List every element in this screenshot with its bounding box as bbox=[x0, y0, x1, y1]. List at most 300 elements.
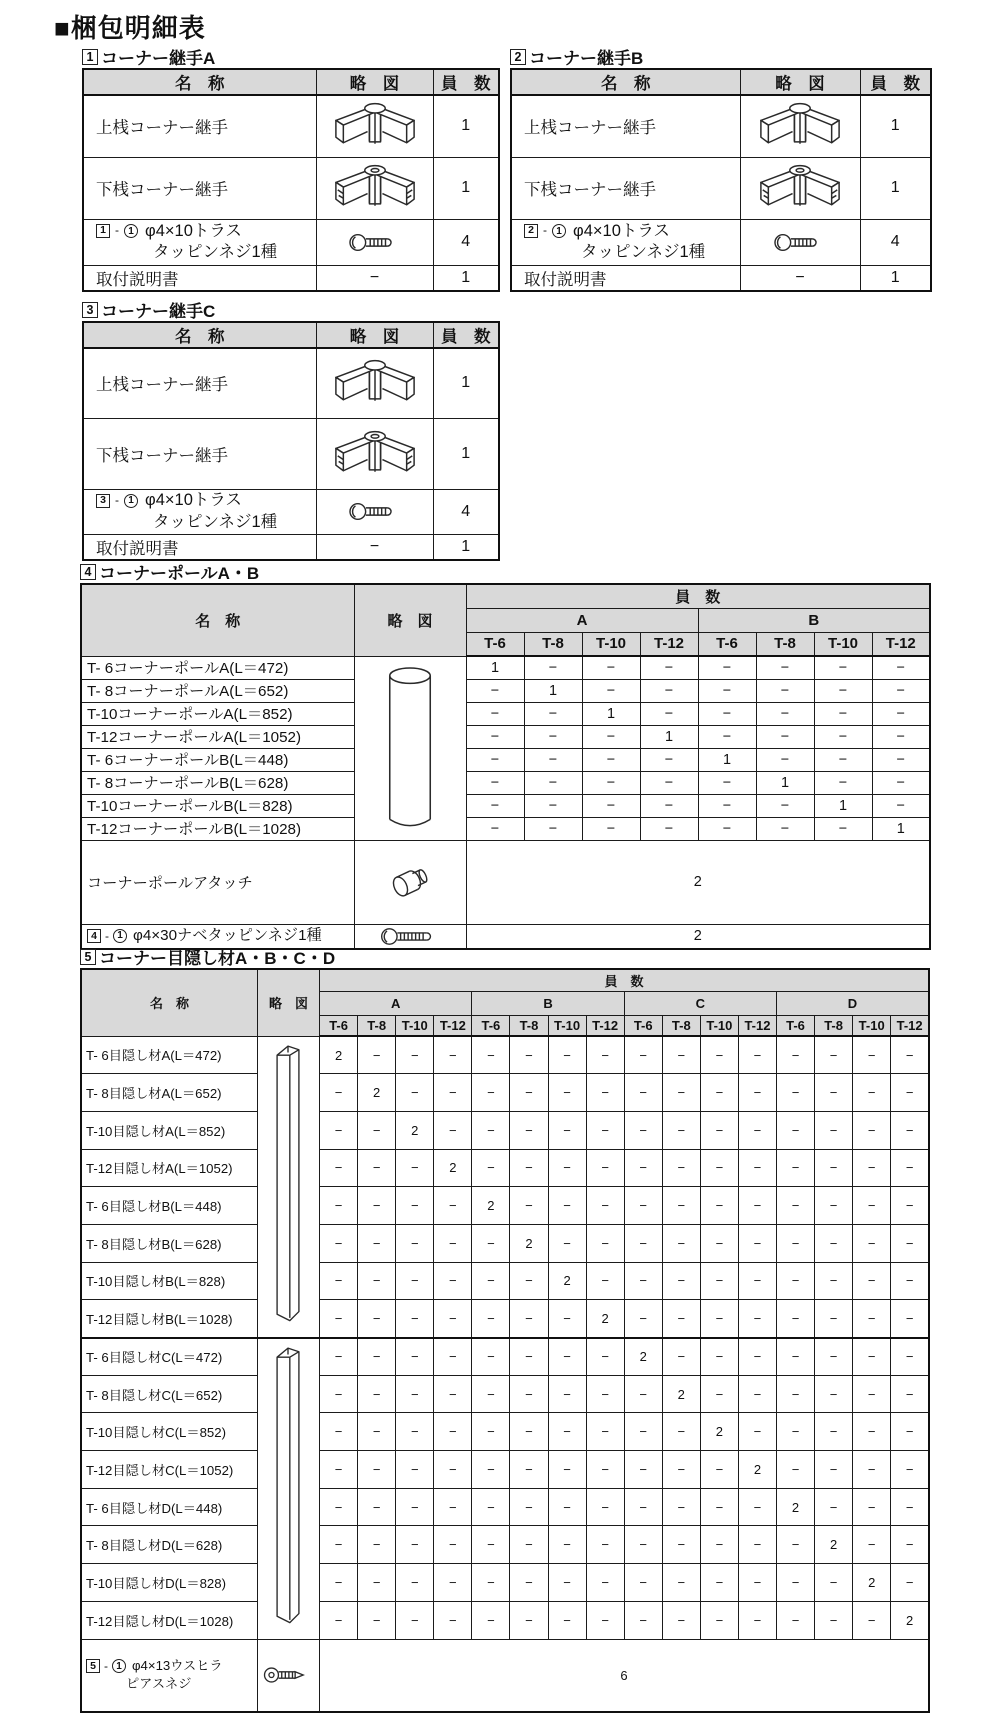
qty-cell: − bbox=[466, 725, 524, 748]
size-header-cell: T-8 bbox=[756, 632, 814, 656]
ref-number-box: 3 bbox=[96, 494, 110, 508]
qty-cell: − bbox=[624, 1526, 662, 1564]
table-row bbox=[511, 265, 931, 291]
qty-cell: − bbox=[700, 1111, 738, 1149]
qty-cell: − bbox=[320, 1451, 358, 1489]
qty-cell: − bbox=[872, 702, 930, 725]
group-header-cell: B bbox=[698, 608, 930, 632]
qty-cell: − bbox=[756, 748, 814, 771]
size-header-cell: T-12 bbox=[738, 1015, 776, 1036]
part-name: T- 8目隠し材D(L＝628) bbox=[81, 1526, 257, 1564]
qty-cell: − bbox=[548, 1224, 586, 1262]
qty-cell: − bbox=[814, 679, 872, 702]
table-row bbox=[81, 679, 930, 702]
qty-cell: − bbox=[358, 1111, 396, 1149]
mekakushi-profile-icon bbox=[268, 1339, 308, 1639]
qty-cell: − bbox=[624, 1451, 662, 1489]
table-row bbox=[83, 489, 499, 534]
qty-cell: − bbox=[586, 1224, 624, 1262]
qty-cell: − bbox=[853, 1074, 891, 1112]
qty-cell: − bbox=[776, 1224, 814, 1262]
qty-cell: − bbox=[891, 1149, 929, 1187]
sketch-header: 略 図 bbox=[354, 584, 466, 656]
qty-cell: 1 bbox=[433, 157, 499, 219]
qty-cell: 1 bbox=[860, 157, 931, 219]
corner-pole-icon bbox=[383, 662, 437, 834]
section-number-box: 5 bbox=[80, 949, 96, 965]
qty-cell: − bbox=[434, 1375, 472, 1413]
section-number-box: 3 bbox=[82, 302, 98, 318]
qty-cell: − bbox=[700, 1300, 738, 1338]
qty-cell: 1 bbox=[872, 817, 930, 840]
part-name: T-10目隠し材A(L＝852) bbox=[81, 1111, 257, 1149]
size-header-cell: T-8 bbox=[662, 1015, 700, 1036]
mekakushi-table bbox=[80, 968, 930, 1713]
qty-cell: − bbox=[891, 1300, 929, 1338]
section-title: コーナーポールA・B bbox=[99, 564, 260, 583]
size-header-cell: T-6 bbox=[776, 1015, 814, 1036]
qty-cell: − bbox=[358, 1488, 396, 1526]
qty-cell: 2 bbox=[700, 1413, 738, 1451]
sketch-header: 略 図 bbox=[257, 969, 319, 1036]
qty-cell: − bbox=[853, 1036, 891, 1074]
part-name: 取付説明書 bbox=[511, 265, 740, 291]
size-header-cell: T-6 bbox=[466, 632, 524, 656]
table-row bbox=[81, 1111, 929, 1149]
qty-cell: 1 bbox=[524, 679, 582, 702]
qty-cell: − bbox=[698, 702, 756, 725]
qty-cell: − bbox=[396, 1224, 434, 1262]
qty-cell: − bbox=[891, 1036, 929, 1074]
qty-cell: − bbox=[582, 679, 640, 702]
table-row bbox=[83, 157, 499, 219]
qty-cell: − bbox=[358, 1149, 396, 1187]
qty-cell: − bbox=[872, 656, 930, 679]
qty-cell: − bbox=[472, 1111, 510, 1149]
qty-cell: − bbox=[624, 1375, 662, 1413]
pan-head-tapping-screw-icon bbox=[380, 926, 440, 947]
ref-number-circle: 1 bbox=[124, 494, 138, 508]
qty-cell: − bbox=[640, 656, 698, 679]
qty-cell: − bbox=[510, 1074, 548, 1112]
qty-cell: − bbox=[472, 1526, 510, 1564]
qty-cell: − bbox=[624, 1111, 662, 1149]
qty-cell: − bbox=[396, 1262, 434, 1300]
qty-cell: − bbox=[815, 1338, 853, 1376]
sketch-cell bbox=[354, 656, 466, 840]
qty-cell: − bbox=[776, 1338, 814, 1376]
qty-cell: − bbox=[396, 1149, 434, 1187]
qty-cell: − bbox=[510, 1036, 548, 1074]
qty-cell: − bbox=[510, 1526, 548, 1564]
qty-cell: − bbox=[738, 1224, 776, 1262]
qty-cell: − bbox=[640, 817, 698, 840]
qty-cell: − bbox=[872, 794, 930, 817]
part-name: T-12コーナーポールB(L＝1028) bbox=[81, 817, 354, 840]
qty-cell: − bbox=[320, 1488, 358, 1526]
qty-cell: − bbox=[814, 771, 872, 794]
ref-number-circle: 1 bbox=[113, 929, 127, 943]
sketch-header: 略 図 bbox=[316, 322, 433, 348]
qty-cell: − bbox=[700, 1564, 738, 1602]
size-header-cell: T-10 bbox=[396, 1015, 434, 1036]
qty-cell: − bbox=[320, 1338, 358, 1376]
table-row bbox=[81, 1224, 929, 1262]
qty-cell: − bbox=[548, 1488, 586, 1526]
section-title: コーナー目隠し材A・B・C・D bbox=[99, 949, 336, 968]
qty-cell: − bbox=[396, 1488, 434, 1526]
qty-cell: − bbox=[640, 748, 698, 771]
qty-cell: − bbox=[472, 1601, 510, 1639]
size-header-cell: T-12 bbox=[872, 632, 930, 656]
qty-cell: − bbox=[776, 1111, 814, 1149]
table-row bbox=[511, 95, 931, 157]
qty-cell: − bbox=[756, 702, 814, 725]
table-row bbox=[81, 1375, 929, 1413]
qty-cell: − bbox=[358, 1300, 396, 1338]
qty-cell: − bbox=[586, 1451, 624, 1489]
qty-cell: 1 bbox=[433, 418, 499, 489]
qty-cell: − bbox=[814, 748, 872, 771]
qty-cell: − bbox=[891, 1564, 929, 1602]
part-name: T-12目隠し材C(L＝1052) bbox=[81, 1451, 257, 1489]
qty-cell: − bbox=[853, 1262, 891, 1300]
qty-cell: − bbox=[548, 1074, 586, 1112]
qty-cell: − bbox=[582, 656, 640, 679]
qty-cell: − bbox=[396, 1300, 434, 1338]
table-row bbox=[83, 348, 499, 418]
qty-cell: − bbox=[853, 1187, 891, 1225]
qty-header: 員 数 bbox=[320, 969, 929, 991]
qty-cell: − bbox=[396, 1564, 434, 1602]
qty-cell: 2 bbox=[466, 924, 930, 949]
qty-cell: − bbox=[472, 1036, 510, 1074]
qty-cell: − bbox=[872, 748, 930, 771]
qty-cell: − bbox=[700, 1338, 738, 1376]
qty-cell: − bbox=[756, 817, 814, 840]
qty-cell: − bbox=[358, 1601, 396, 1639]
qty-cell: − bbox=[434, 1224, 472, 1262]
qty-cell: − bbox=[510, 1451, 548, 1489]
qty-cell: 1 bbox=[433, 95, 499, 157]
qty-cell: − bbox=[396, 1074, 434, 1112]
qty-cell: − bbox=[891, 1187, 929, 1225]
qty-cell: − bbox=[396, 1375, 434, 1413]
qty-cell: − bbox=[814, 656, 872, 679]
qty-cell: − bbox=[853, 1526, 891, 1564]
table-row bbox=[81, 725, 930, 748]
corner-joint-lower-icon bbox=[327, 427, 423, 481]
qty-cell: − bbox=[662, 1224, 700, 1262]
qty-cell: − bbox=[662, 1564, 700, 1602]
qty-cell: − bbox=[756, 679, 814, 702]
table-row bbox=[511, 157, 931, 219]
qty-cell: − bbox=[776, 1074, 814, 1112]
qty-cell: − bbox=[320, 1375, 358, 1413]
qty-cell: − bbox=[510, 1375, 548, 1413]
qty-cell: − bbox=[700, 1526, 738, 1564]
sketch-cell bbox=[354, 840, 466, 924]
qty-header: 員 数 bbox=[433, 322, 499, 348]
part-name: T-12目隠し材D(L＝1028) bbox=[81, 1601, 257, 1639]
qty-cell: − bbox=[853, 1149, 891, 1187]
qty-cell: − bbox=[548, 1451, 586, 1489]
qty-cell: − bbox=[640, 702, 698, 725]
qty-cell: − bbox=[662, 1601, 700, 1639]
qty-cell: − bbox=[738, 1488, 776, 1526]
table-row bbox=[81, 1262, 929, 1300]
qty-cell: 1 bbox=[433, 348, 499, 418]
corner-joint-upper-icon bbox=[327, 99, 423, 153]
qty-cell: − bbox=[624, 1488, 662, 1526]
qty-cell: − bbox=[872, 725, 930, 748]
qty-cell: − bbox=[548, 1526, 586, 1564]
part-name: T-10目隠し材D(L＝828) bbox=[81, 1564, 257, 1602]
qty-cell: − bbox=[524, 817, 582, 840]
qty-cell: − bbox=[698, 656, 756, 679]
qty-cell: 1 bbox=[814, 794, 872, 817]
size-header-cell: T-12 bbox=[586, 1015, 624, 1036]
qty-cell: − bbox=[434, 1338, 472, 1376]
part-name: T- 8コーナーポールA(L＝652) bbox=[81, 679, 354, 702]
qty-cell: − bbox=[396, 1338, 434, 1376]
section-corner-pole bbox=[80, 562, 932, 950]
qty-cell: − bbox=[738, 1375, 776, 1413]
qty-cell: − bbox=[738, 1036, 776, 1074]
qty-cell: 2 bbox=[891, 1601, 929, 1639]
qty-cell: − bbox=[776, 1526, 814, 1564]
table-row bbox=[81, 1074, 929, 1112]
qty-cell: 2 bbox=[510, 1224, 548, 1262]
qty-cell: − bbox=[815, 1262, 853, 1300]
part-name: T- 6目隠し材A(L＝472) bbox=[81, 1036, 257, 1074]
qty-cell: 1 bbox=[433, 534, 499, 560]
qty-cell: − bbox=[815, 1036, 853, 1074]
table-row bbox=[83, 418, 499, 489]
qty-cell: − bbox=[396, 1526, 434, 1564]
tapping-screw-icon bbox=[773, 232, 827, 253]
qty-cell: − bbox=[396, 1601, 434, 1639]
sketch-cell bbox=[316, 157, 433, 219]
sketch-cell bbox=[257, 1639, 319, 1712]
qty-cell: − bbox=[738, 1149, 776, 1187]
qty-cell: − bbox=[700, 1187, 738, 1225]
qty-cell: − bbox=[815, 1375, 853, 1413]
corner-joint-table-2 bbox=[510, 68, 932, 292]
qty-cell: − bbox=[472, 1375, 510, 1413]
qty-cell: − bbox=[853, 1375, 891, 1413]
qty-cell: − bbox=[698, 679, 756, 702]
qty-cell: − bbox=[320, 1187, 358, 1225]
qty-cell: − bbox=[434, 1526, 472, 1564]
qty-cell: − bbox=[624, 1601, 662, 1639]
qty-cell: 2 bbox=[815, 1526, 853, 1564]
sketch-cell: − bbox=[316, 265, 433, 291]
part-name: 1 - 1 φ4×10トラス タッピンネジ1種 bbox=[83, 219, 316, 265]
qty-cell: − bbox=[815, 1074, 853, 1112]
group-header-cell: B bbox=[472, 991, 624, 1015]
page-title: ■梱包明細表 bbox=[54, 13, 206, 43]
qty-cell: − bbox=[548, 1036, 586, 1074]
qty-cell: 2 bbox=[853, 1564, 891, 1602]
qty-cell: − bbox=[582, 794, 640, 817]
table-row bbox=[83, 534, 499, 560]
qty-cell: − bbox=[434, 1488, 472, 1526]
qty-cell: − bbox=[853, 1601, 891, 1639]
qty-cell: 2 bbox=[466, 840, 930, 924]
tapping-screw-icon bbox=[348, 501, 402, 522]
sketch-cell bbox=[316, 348, 433, 418]
qty-cell: − bbox=[466, 771, 524, 794]
qty-cell: − bbox=[586, 1111, 624, 1149]
qty-cell: 2 bbox=[738, 1451, 776, 1489]
qty-cell: − bbox=[548, 1375, 586, 1413]
qty-cell: − bbox=[662, 1300, 700, 1338]
qty-cell: − bbox=[466, 748, 524, 771]
qty-cell: − bbox=[434, 1564, 472, 1602]
qty-cell: − bbox=[624, 1187, 662, 1225]
qty-cell: − bbox=[466, 702, 524, 725]
qty-cell: − bbox=[510, 1149, 548, 1187]
qty-cell: − bbox=[472, 1413, 510, 1451]
name-header: 名 称 bbox=[81, 969, 257, 1036]
group-header-cell: A bbox=[320, 991, 472, 1015]
qty-cell: − bbox=[524, 656, 582, 679]
qty-cell: 6 bbox=[320, 1639, 929, 1712]
qty-cell: − bbox=[891, 1338, 929, 1376]
qty-cell: − bbox=[698, 725, 756, 748]
part-name: 取付説明書 bbox=[83, 265, 316, 291]
qty-cell: − bbox=[776, 1187, 814, 1225]
part-name: 3 - 1 φ4×10トラス タッピンネジ1種 bbox=[83, 489, 316, 534]
qty-cell: − bbox=[466, 679, 524, 702]
part-name: T- 6目隠し材B(L＝448) bbox=[81, 1187, 257, 1225]
part-name: 下桟コーナー継手 bbox=[511, 157, 740, 219]
qty-cell: − bbox=[738, 1526, 776, 1564]
qty-cell: − bbox=[358, 1224, 396, 1262]
table-row bbox=[81, 1338, 929, 1376]
qty-cell: − bbox=[814, 702, 872, 725]
qty-cell: − bbox=[853, 1413, 891, 1451]
qty-cell: − bbox=[738, 1187, 776, 1225]
qty-cell: − bbox=[586, 1564, 624, 1602]
group-header-cell: D bbox=[776, 991, 929, 1015]
qty-cell: − bbox=[698, 771, 756, 794]
size-header-cell: T-6 bbox=[472, 1015, 510, 1036]
qty-cell: − bbox=[320, 1564, 358, 1602]
sketch-cell bbox=[316, 219, 433, 265]
qty-cell: − bbox=[700, 1451, 738, 1489]
qty-cell: 2 bbox=[624, 1338, 662, 1376]
part-name: 4 - 1 φ4×30ナベタッピンネジ1種 bbox=[81, 924, 354, 949]
qty-cell: − bbox=[396, 1413, 434, 1451]
table-row bbox=[81, 702, 930, 725]
table-row bbox=[81, 1488, 929, 1526]
section-label bbox=[80, 562, 932, 581]
qty-cell: − bbox=[320, 1262, 358, 1300]
qty-cell: − bbox=[815, 1601, 853, 1639]
qty-cell: − bbox=[472, 1451, 510, 1489]
part-name: 上桟コーナー継手 bbox=[83, 348, 316, 418]
part-name: 2 - 1 φ4×10トラス タッピンネジ1種 bbox=[511, 219, 740, 265]
qty-cell: − bbox=[320, 1601, 358, 1639]
qty-cell: − bbox=[815, 1149, 853, 1187]
size-header-cell: T-8 bbox=[358, 1015, 396, 1036]
qty-cell: − bbox=[524, 794, 582, 817]
sketch-header: 略 図 bbox=[316, 69, 433, 95]
qty-cell: − bbox=[776, 1036, 814, 1074]
qty-cell: − bbox=[582, 748, 640, 771]
qty-cell: − bbox=[662, 1149, 700, 1187]
name-header: 名 称 bbox=[83, 322, 316, 348]
qty-cell: − bbox=[466, 794, 524, 817]
qty-cell: − bbox=[320, 1074, 358, 1112]
part-name: 取付説明書 bbox=[83, 534, 316, 560]
sketch-cell bbox=[316, 489, 433, 534]
qty-cell: − bbox=[640, 794, 698, 817]
sketch-cell bbox=[740, 219, 860, 265]
table-row bbox=[81, 840, 930, 924]
qty-cell: − bbox=[815, 1111, 853, 1149]
size-header-cell: T-6 bbox=[320, 1015, 358, 1036]
qty-cell: − bbox=[510, 1187, 548, 1225]
qty-cell: − bbox=[548, 1338, 586, 1376]
section-number-box: 2 bbox=[510, 49, 526, 65]
table-row bbox=[81, 1639, 929, 1712]
qty-cell: − bbox=[548, 1601, 586, 1639]
qty-cell: − bbox=[548, 1413, 586, 1451]
qty-cell: − bbox=[466, 817, 524, 840]
table-row bbox=[81, 771, 930, 794]
qty-cell: − bbox=[472, 1488, 510, 1526]
qty-cell: 1 bbox=[756, 771, 814, 794]
qty-cell: − bbox=[510, 1488, 548, 1526]
qty-cell: − bbox=[640, 679, 698, 702]
corner-joint-upper-icon bbox=[327, 356, 423, 410]
part-name: T- 8コーナーポールB(L＝628) bbox=[81, 771, 354, 794]
qty-cell: − bbox=[320, 1300, 358, 1338]
qty-cell: − bbox=[853, 1111, 891, 1149]
qty-cell: − bbox=[358, 1526, 396, 1564]
qty-cell: − bbox=[548, 1187, 586, 1225]
qty-cell: − bbox=[662, 1451, 700, 1489]
qty-cell: − bbox=[815, 1488, 853, 1526]
ref-number-box: 4 bbox=[87, 929, 101, 943]
part-name: T- 8目隠し材A(L＝652) bbox=[81, 1074, 257, 1112]
size-header-cell: T-12 bbox=[891, 1015, 929, 1036]
sketch-cell: − bbox=[316, 534, 433, 560]
qty-cell: − bbox=[472, 1564, 510, 1602]
qty-cell: − bbox=[853, 1451, 891, 1489]
qty-cell: 1 bbox=[640, 725, 698, 748]
qty-cell: − bbox=[662, 1488, 700, 1526]
qty-cell: 2 bbox=[776, 1488, 814, 1526]
qty-cell: − bbox=[396, 1187, 434, 1225]
qty-cell: − bbox=[582, 817, 640, 840]
qty-cell: − bbox=[434, 1187, 472, 1225]
qty-header: 員 数 bbox=[860, 69, 931, 95]
qty-cell: − bbox=[891, 1526, 929, 1564]
qty-cell: 2 bbox=[358, 1074, 396, 1112]
qty-cell: − bbox=[434, 1074, 472, 1112]
qty-cell: − bbox=[396, 1036, 434, 1074]
corner-joint-table-3 bbox=[82, 321, 500, 561]
table-row bbox=[511, 219, 931, 265]
qty-cell: 1 bbox=[860, 265, 931, 291]
qty-cell: − bbox=[586, 1036, 624, 1074]
size-header-cell: T-10 bbox=[814, 632, 872, 656]
part-name: T- 6コーナーポールA(L＝472) bbox=[81, 656, 354, 679]
